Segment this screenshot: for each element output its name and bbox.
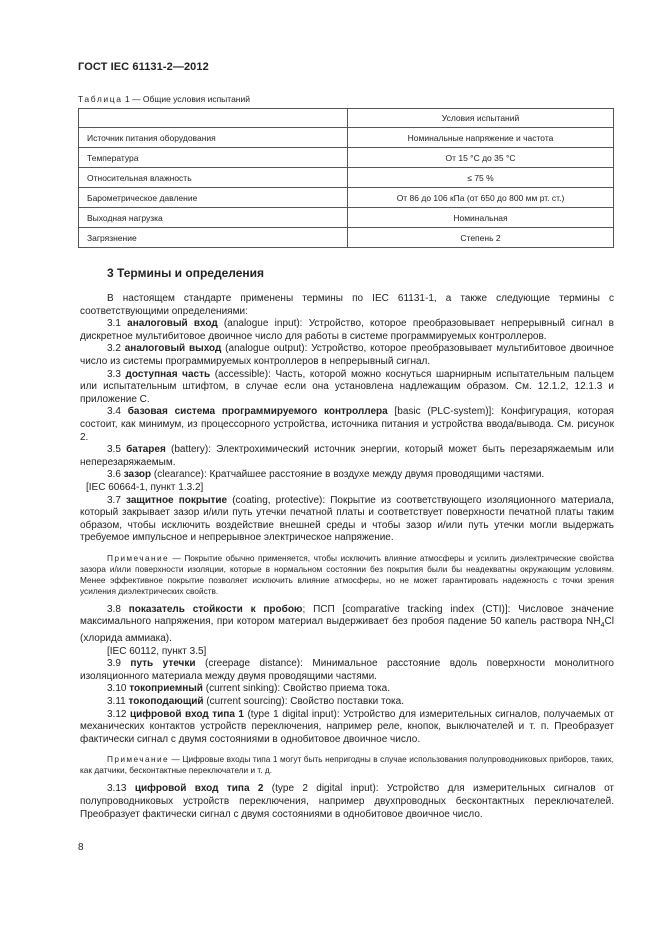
table-cell-value: Степень 2: [348, 228, 614, 248]
term-3-1: [80, 318, 614, 343]
term-3-4: [80, 406, 614, 444]
term-name: доступная часть: [125, 368, 211, 380]
section-body: [80, 293, 614, 821]
table-cell-param: Выходная нагрузка: [79, 208, 348, 228]
table-row: [79, 228, 614, 248]
term-definition: ; ПСП [comparative tracking index (CTI)]: Числовое значение максимального напряжения, при котором материал выдерживает без пробоя падение 50 капель раствора NH: [80, 603, 614, 628]
term-number: 3.2: [107, 343, 125, 355]
term-number: 3.11: [107, 696, 129, 708]
term-number: 3.9: [107, 658, 131, 670]
term-name: защитное покрытие: [126, 494, 228, 506]
table-header-empty: [79, 109, 348, 128]
note-label: Примечание: [107, 754, 170, 765]
term-name: батарея: [126, 444, 166, 456]
term-definition: (current sinking): Свойство приема тока.: [202, 683, 390, 695]
table-cell-param: Относительная влажность: [79, 168, 348, 188]
term-definition: (coating, protective): Покрытие из соответствующего изоляционного материала, который закрывает зазор и/или путь утечки печатной платы и соответствует поверхности печатной платы таким образом, чтобы исключить воздействие внешней среды и чтобы зазор и/или путь утечки могли выдержать требуемое импульсное и непрерывное электрическое напряжение.: [80, 494, 615, 544]
term-3-3: [80, 369, 614, 407]
table-row: [79, 208, 614, 228]
note-paragraph: [80, 754, 614, 776]
table-row: [79, 168, 614, 188]
term-3-11: [80, 696, 614, 709]
term-3-13: [80, 783, 614, 821]
term-number: 3.12: [107, 708, 130, 720]
table-row: [79, 148, 614, 168]
term-3-7: [80, 495, 614, 545]
term-3-2: [80, 343, 614, 368]
term-number: 3.3: [107, 368, 126, 380]
term-name: цифровой вход типа 1: [129, 708, 244, 720]
table-row: [79, 128, 614, 148]
table-cell-param: Барометрическое давление: [79, 188, 348, 208]
term-definition: (analogue input): Устройство, которое преобразовывает непрерывный сигнал в дискретное мультибитовое двоичное число для работы в системе программируемых контроллеров.: [80, 318, 614, 342]
table-cell-param: Источник питания оборудования: [79, 128, 348, 148]
table-caption: [78, 94, 250, 104]
test-conditions-table: [78, 108, 614, 248]
section-title: 3 Термины и определения: [107, 266, 265, 280]
term-name: аналоговый выход: [124, 343, 222, 355]
document-header: ГОСТ IEC 61131-2—2012: [78, 61, 209, 73]
term-3-9: [80, 658, 614, 683]
note-text: — Покрытие обычно применяется, чтобы исключить влияние атмосферы и усилить диэлектрические свойства зазора и/или поверхности изоляции, которые в нормальном состоянии без покрытия были бы неадекватны окружающим условиям. Менее эффективное покрытие позволяет исключить влияние атмосферы, но не может гарантировать надежность с точки зрения усиления диэлектрических свойств.: [80, 552, 614, 596]
term-name: показатель стойкости к пробою: [128, 603, 303, 615]
term-name: путь утечки: [130, 658, 196, 670]
term-definition: (current sourcing): Свойство поставки тока.: [203, 696, 404, 708]
term-3-8: [80, 604, 614, 646]
term-name: зазор: [123, 469, 152, 481]
table-column-header: Условия испытаний: [348, 109, 614, 128]
term-number: 3.4: [107, 406, 128, 418]
term-3-6: [80, 469, 614, 482]
term-definition: (creepage distance): Минимальное расстояние вдоль поверхности монолитного изоляционного материала между двумя проводящими частями.: [80, 658, 614, 682]
term-definition: (accessible): Часть, которой можно коснуться шарнирным испытательным пальцем или испытательным штифтом, в случае если она установлена надлежащим образом. См. 12.1.2, 12.1.3 и приложение С.: [80, 368, 615, 405]
term-number: 3.7: [107, 494, 127, 506]
term-definition: (type 1 digital input): Устройство для измерительных сигналов, получаемых от механических контактов устройств переключения, например реле, кнопок, выключателей и т. п. Преобразует фактически сигнал с двумя состояниями в однобитовое двоичное число.: [80, 708, 614, 745]
table-cell-value: ≤ 75 %: [348, 168, 614, 188]
term-3-10: [80, 683, 614, 696]
table-caption-text: 1 — Общие условия испытаний: [122, 94, 250, 104]
term-name: цифровой вход типа 2: [134, 783, 264, 795]
term-definition: (type 2 digital input): Устройство для измерительных сигналов от полупроводниковых устройств переключения, например двухпроводных бесконтактных переключателей. Преобразует фактически сигнал с двумя состояниями в однобитовое двоичное число.: [80, 783, 614, 820]
table-cell-param: Температура: [79, 148, 348, 168]
term-number: 3.1: [107, 318, 128, 330]
table-cell-value: От 15 °С до 35 °С: [348, 148, 614, 168]
note-label: Примечание: [107, 552, 170, 563]
term-number: 3.6: [107, 469, 124, 481]
term-number: 3.13: [107, 783, 135, 795]
table-cell-value: От 86 до 106 кПа (от 650 до 800 мм рт. ст.): [348, 188, 614, 208]
term-definition: (clearance): Кратчайшее расстояние в воздухе между двумя проводящими частями.: [151, 469, 545, 481]
note-text: — Цифровые входы типа 1 могут быть непригодны в случае использования полупроводниковых приборов, таких, как датчики, бесконтактные переключатели и т. д.: [80, 754, 614, 776]
table-header-row: [79, 109, 614, 128]
term-definition: [basic (PLC-system)]: Конфигурация, которая состоит, как минимум, из процессорного устройства, источника питания и устройства ввода/вывода. См. рисунок 2.: [80, 406, 614, 443]
subscript: 4: [600, 622, 605, 630]
table-caption-label: Таблица: [78, 94, 123, 104]
table-cell-value: Номинальная: [348, 208, 614, 228]
table-row: [79, 188, 614, 208]
intro-paragraph: В настоящем стандарте применены термины по IEC 61131-1, а также следующие термины с соответствующими определениями:: [80, 293, 614, 317]
term-number: 3.10: [107, 683, 130, 695]
term-definition: (battery): Электрохимический источник энергии, который может быть перезаряжаемым или неперезаряжаемым.: [80, 444, 614, 468]
term-3-12: [80, 709, 614, 747]
term-name: токоподающий: [128, 696, 204, 708]
table-cell-param: Загрязнение: [79, 228, 348, 248]
term-number: 3.5: [107, 444, 127, 456]
term-name: аналоговый вход: [127, 318, 218, 330]
term-reference: [IEC 60664-1, пункт 1.3.2]: [86, 481, 204, 493]
term-reference: [IEC 60112, пункт 3.5]: [107, 645, 207, 657]
term-definition-tail: Cl (хлорида аммиака).: [80, 616, 614, 645]
term-name: токоприемный: [129, 683, 203, 695]
table-cell-value: Номинальные напряжение и частота: [348, 128, 614, 148]
term-number: 3.8: [107, 603, 129, 615]
term-name: базовая система программируемого контроллера: [127, 406, 388, 418]
page-number: 8: [78, 842, 84, 853]
note-paragraph: [80, 553, 614, 597]
term-definition: (analogue output): Устройство, которое преобразовывает мультибитовое двоичное число из системы программируемых контроллеров в непрерывный сигнал.: [80, 343, 614, 367]
term-3-5: [80, 444, 614, 469]
